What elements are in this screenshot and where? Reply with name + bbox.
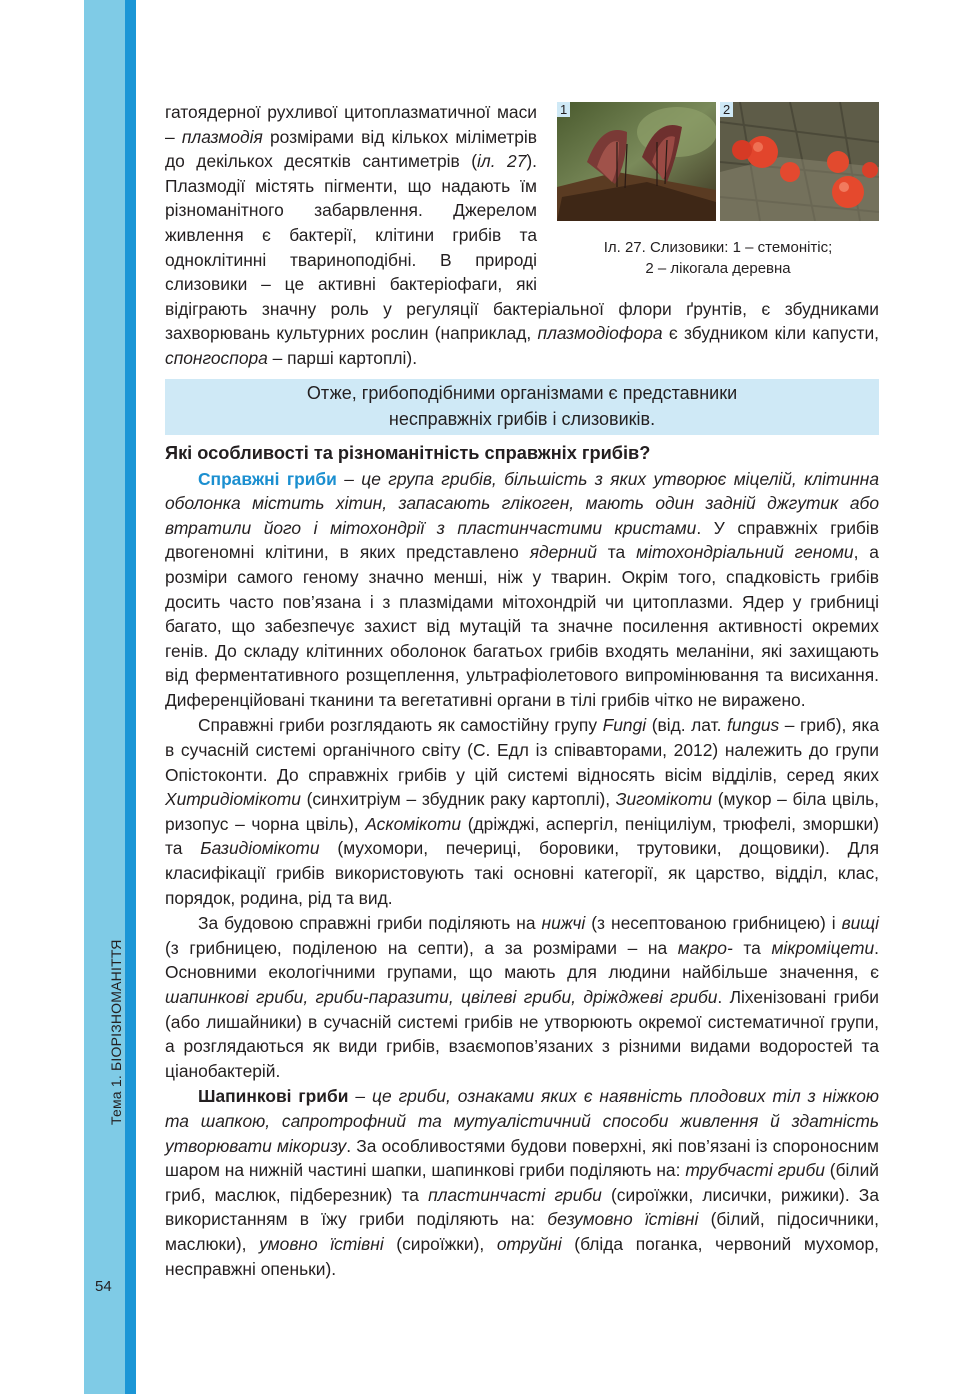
term-basidiomycota: Базидіомікоти xyxy=(200,838,320,859)
term-nuclear: ядерний xyxy=(529,542,597,563)
term-poisonous: отруйні xyxy=(496,1233,562,1254)
summary-box xyxy=(165,379,879,435)
text-run: За будовою справжні гриби поділяють на xyxy=(198,913,542,934)
term-higher: вищі xyxy=(841,913,879,934)
photo-number-2: 2 xyxy=(720,102,733,117)
term-plasmodiophora: плазмодіофора xyxy=(537,323,663,344)
term-tubular: трубчасті гриби xyxy=(685,1160,825,1181)
photo-number-1: 1 xyxy=(557,102,570,117)
paragraph-classification xyxy=(165,713,879,910)
term-macro: макро- xyxy=(677,937,733,958)
summary-line-2: несправжніх грибів і слизовиків. xyxy=(388,408,656,429)
term-plasmodium: плазмодія xyxy=(181,126,263,147)
paragraph-true-fungi xyxy=(165,467,879,713)
caption-line-1: Іл. 27. Слизовики: 1 – стемонітіс; xyxy=(603,239,833,256)
text-run: (білий, підосичники, маслюки), xyxy=(165,1209,879,1254)
text-run: . За особливостями будови поверхні, які пов’язані із спороносним шаром на нижній частині шапки, шапинкові гриби поділяють на: xyxy=(165,1135,880,1181)
term-chytridiomycota: Хитридіомікоти xyxy=(165,789,301,810)
figure-reference: іл. 27 xyxy=(477,151,527,172)
caption-line-2: 2 – лікогала деревна xyxy=(645,260,791,277)
text-run: . У справжніх грибів двогеномні клітини, в яких представлено xyxy=(165,517,879,563)
text-run: , а розміри самого геному значно менші, ніж у тварин. Окрім того, спадковість грибів досить часто пов’язана і з плазмідами мітохондрій чи цитоплазми. Ядер у грибниці багато, що забезпечує захист від мутацій та значне посилення активності окремих генів. До складу клітинних оболонок багатьох грибів входять меланіни, які захищають від ферментативного розщеплення, ультрафіолетового випромінювання та висихання. Диференційовані тканини та вегетативні органи в тілі грибів чітко не виражено. xyxy=(165,542,879,710)
photo-stemonitis xyxy=(557,102,716,221)
term-true-fungi: Справжні гриби xyxy=(198,468,337,489)
term-cap-mushrooms: Шапинкові гриби xyxy=(198,1086,349,1107)
side-color-bar xyxy=(84,0,125,1394)
text-run: гатоядерної рухливої цитоплазматичної маси – xyxy=(165,102,537,147)
term-ascomycota: Аскомікоти xyxy=(365,813,462,834)
term-lower: нижчі xyxy=(541,913,586,934)
intro-section xyxy=(165,100,879,371)
term-spongospora: спонгоспора xyxy=(165,347,268,368)
theme-label: Тема 1. БІОРІЗНОМАНІТТЯ xyxy=(108,939,124,1125)
term-fungi: Fungi xyxy=(602,715,647,736)
text-run: розмірами від кількох міліметрів до декількох десятків сантиметрів ( xyxy=(165,126,537,172)
text-run: (синхитріум – збудник раку картоплі), xyxy=(300,789,616,810)
text-run: (сироїжки), xyxy=(383,1233,497,1254)
side-edge-stripe xyxy=(125,0,136,1394)
text-run: (з несептованою грибницею) і xyxy=(585,913,842,934)
paragraph-structure xyxy=(165,911,879,1083)
definition-text: – це група грибів, більшість з яких утворює міцелій, клітинна оболонка містить хітин, запасають глікоген, мають один задній джгутик або втратили його і мітохондрії з пластинчастими кристами xyxy=(165,468,879,538)
text-run: (сироїжки, лисички, рижики). За використанням в їжу гриби поділяють на: xyxy=(165,1184,879,1230)
text-run: та xyxy=(732,937,772,958)
text-run: . Основними екологічними групами, що мають для людини найбільше значення, є xyxy=(165,937,880,983)
term-fungus: fungus xyxy=(727,715,780,736)
term-lamellar: пластинчасті гриби xyxy=(428,1184,602,1205)
page-margin xyxy=(0,0,84,1394)
text-run: (з грибницею, поділеною на септи), а за розмірами – на xyxy=(165,937,678,958)
text-run: (від. лат. xyxy=(646,715,728,736)
text-run: є збудником кіли капусти, xyxy=(662,323,879,344)
figure-27 xyxy=(557,102,879,279)
stemonitis-image xyxy=(557,102,716,221)
definition-text: – це гриби, ознаками яких є наявність плодових тіл з ніжкою та шапкою, сапротрофний та мутуалістичний способи живлення й здатність утворювати мікоризу xyxy=(165,1086,879,1156)
text-run: та xyxy=(596,542,637,563)
lycogala-image xyxy=(720,102,879,221)
text-run: (мухомори, печериці, боровики, трутовики, дощовики). Для класифікації грибів використовують такі основні категорії, як царство, відділ, клас, порядок, родина, рід та вид. xyxy=(165,838,879,908)
term-ecological-groups: шапинкові гриби, гриби-паразити, цвілеві гриби, дріжджеві гриби xyxy=(165,987,718,1007)
photo-lycogala xyxy=(720,102,879,221)
figure-photos xyxy=(557,102,879,221)
term-zygomycota: Зигомікоти xyxy=(615,789,712,810)
text-run: Справжні гриби розглядають як самостійну групу xyxy=(198,715,603,736)
page-content xyxy=(165,100,879,1281)
text-run: (мукор – біла цвіль, ризопус – чорна цвіль), xyxy=(165,789,879,834)
figure-caption xyxy=(557,237,879,279)
term-edible: безумовно їстівні xyxy=(547,1209,699,1230)
text-run: (дріжджі, аспергіл, пеніциліум, трюфелі, зморшки) та xyxy=(165,813,879,859)
section-heading: Які особливості та різноманітність справжніх грибів? xyxy=(165,442,651,463)
text-run: . Ліхенізовані гриби (або лишайники) в сучасній системі грибів не утворюють окремої систематичної групи, а розглядаються як види грибів, взаємопов’язаних з різними видами водоростей та ціанобактерій. xyxy=(165,987,879,1081)
text-run: ). Плазмодії містять пігменти, що надають їм різноманітного забарвлення. Джерелом живлення є бактерії, клітини грибів та одноклітинні твариноподібні. В природі слизовики – це активні бактеріофаги, які відіграють значну роль у регуляції бактеріальної флори ґрунтів, є збудниками захворювань культурних рослин (наприклад, xyxy=(165,151,879,344)
summary-line-1: Отже, грибоподібними організмами є представники xyxy=(306,382,738,403)
text-run: (бліда поганка, червоний мухомор, несправжні опеньки). xyxy=(165,1233,879,1279)
term-mitochondrial-genomes: мітохондріальний геноми xyxy=(636,542,854,563)
text-run: (білий гриб, маслюк, підберезник) та xyxy=(165,1160,879,1205)
term-conditionally-edible: умовно їстівні xyxy=(259,1233,384,1254)
term-micromycetes: мікроміцети xyxy=(771,937,875,958)
text-run: – парші картоплі). xyxy=(267,347,418,368)
page-number: 54 xyxy=(95,1278,112,1295)
paragraph-cap-mushrooms xyxy=(165,1084,879,1281)
text-run: – гриб), яка в сучасній системі органічного світу (С. Едл із співавторами, 2012) належить до групи Опістоконти. До справжніх грибів у цій системі відносять вісім відділів, серед яких xyxy=(165,715,879,785)
